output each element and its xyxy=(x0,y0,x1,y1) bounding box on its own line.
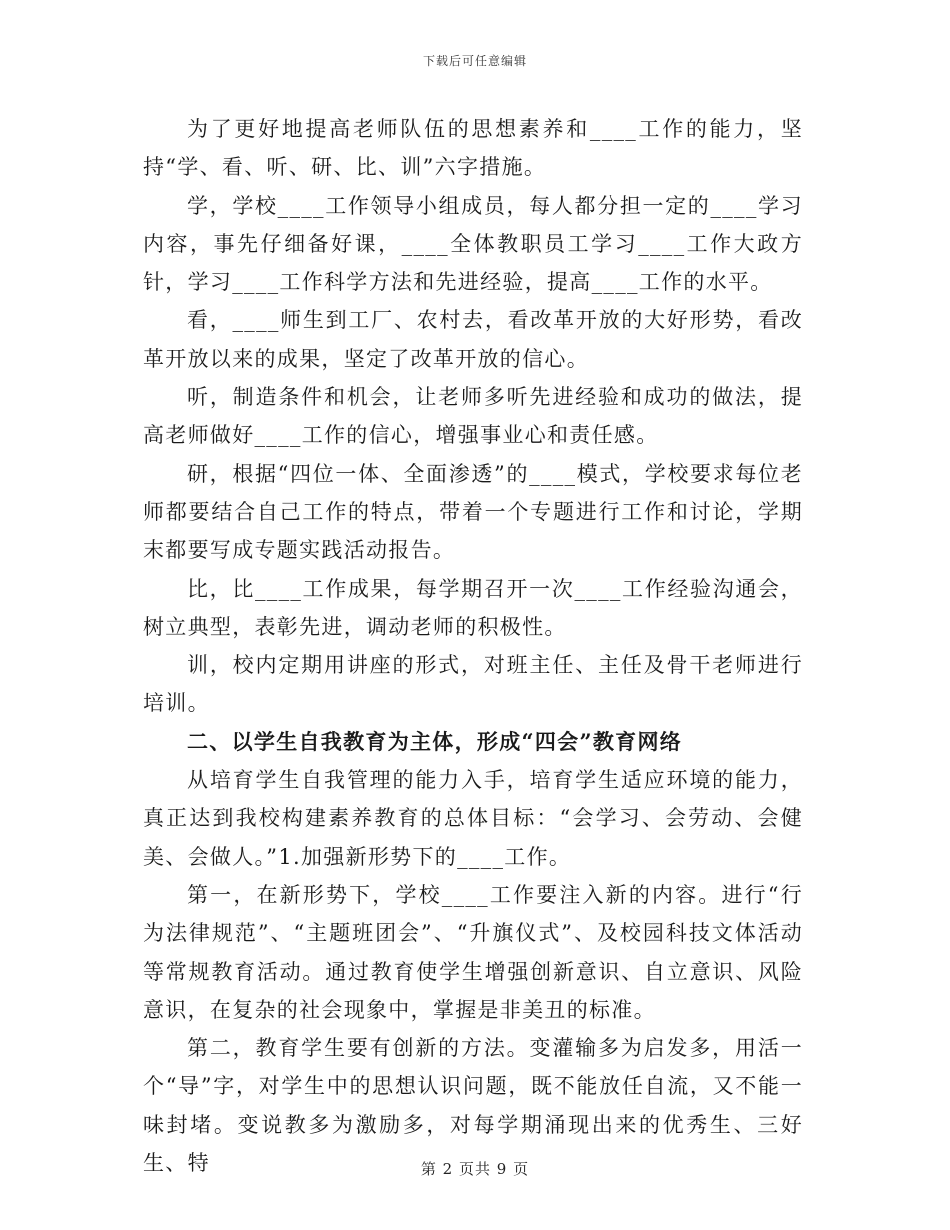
paragraph: 第二，教育学生要有创新的方法。变灌输多为启发多，用活一个“导”字，对学生中的思想认识问题，既不能放任自流，又不能一味封堵。变说教多为激励多，对每学期涌现出来的优秀生、三好生、特 xyxy=(143,1036,803,1176)
paragraph: 从培育学生自我管理的能力入手，培育学生适应环境的能力，真正达到我校构建素养教育的总体目标：“会学习、会劳动、会健美、会做人。”1.加强新形势下的____工作。 xyxy=(143,768,803,869)
section-heading: 二、以学生自我教育为主体，形成“四会”教育网络 xyxy=(187,728,683,754)
paragraph: 看，____师生到工厂、农村去，看改革开放的大好形势，看改革开放以来的成果，坚定了改革开放的信心。 xyxy=(143,308,803,371)
paragraph: 第一，在新形势下，学校____工作要注入新的内容。进行“行为法律规范”、“主题班团会”、“升旗仪式”、及校园科技文体活动等常规教育活动。通过教育使学生增强创新意识、自立意识、风险意识，在复杂的社会现象中，掌握是非美丑的标准。 xyxy=(143,882,803,1022)
paragraph: 比，比____工作成果，每学期召开一次____工作经验沟通会，树立典型，表彰先进，调动老师的积极性。 xyxy=(143,576,803,639)
page-indicator: 第 2 页共 9 页 xyxy=(420,1160,530,1178)
paragraph: 研，根据“四位一体、全面渗透”的____模式，学校要求每位老师都要结合自己工作的特点，带着一个专题进行工作和讨论，学期末都要写成专题实践活动报告。 xyxy=(143,461,803,563)
paragraph: 学，学校____工作领导小组成员，每人都分担一定的____学习内容，事先仔细备好课，____全体教职员工学习____工作大政方针，学习____工作科学方法和先进经验，提高____工作的水平。 xyxy=(143,193,803,295)
paragraph: 为了更好地提高老师队伍的思想素养和____工作的能力，坚持“学、看、听、研、比、训”六字措施。 xyxy=(143,117,803,180)
header-note: 下载后可任意编辑 xyxy=(422,54,527,68)
paragraph: 训，校内定期用讲座的形式，对班主任、主任及骨干老师进行培训。 xyxy=(143,653,803,716)
paragraph: 听，制造条件和机会，让老师多听先进经验和成功的做法，提高老师做好____工作的信心，增强事业心和责任感。 xyxy=(143,385,803,448)
document-body xyxy=(143,110,803,1182)
